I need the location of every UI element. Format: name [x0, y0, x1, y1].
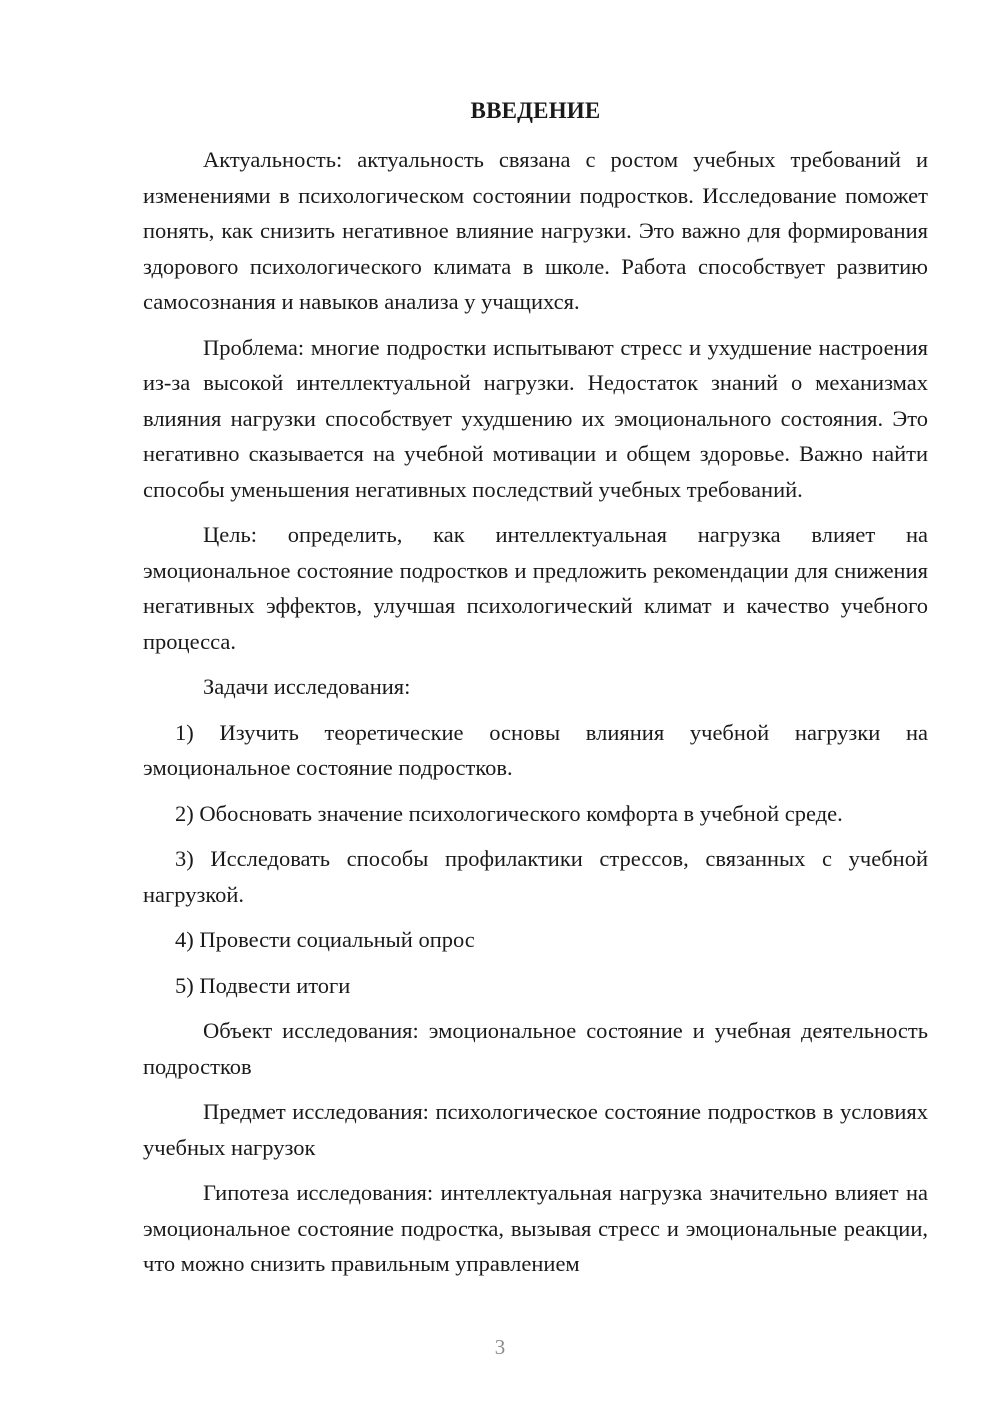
task-item-4: 4) Провести социальный опрос [175, 927, 475, 952]
goal-paragraph: Цель: определить, как интеллектуальная нагрузка влияет на эмоциональное состояние подростков и предложить рекомендации для снижения негативных эффектов, улучшая психологический климат и качество учебного процесса. [143, 522, 928, 654]
subject-paragraph: Предмет исследования: психологическое состояние подростков в условиях учебных нагрузок [143, 1099, 928, 1160]
task-item-1: 1) Изучить теоретические основы влияния учебной нагрузки на эмоциональное состояние подростков. [143, 719, 928, 780]
task-item-5: 5) Подвести итоги [175, 972, 351, 998]
hypothesis-paragraph: Гипотеза исследования: интеллектуальная нагрузка значительно влияет на эмоциональное состояние подростка, вызывая стресс и эмоциональные реакции, что можно снизить правильным управлением [143, 1180, 928, 1276]
problem-paragraph: Проблема: многие подростки испытывают стресс и ухудшение настроения из-за высокой интеллектуальной нагрузки. Недостаток знаний о механизмах влияния нагрузки способствует ухудшению их эмоционального состояния. Это негативно сказывается на учебной мотивации и общем здоровье. Важно найти способы уменьшения негативных последствий учебных требований. [143, 334, 928, 502]
task-item-2: 2) Обосновать значение психологического комфорта в учебной среде. [175, 800, 843, 826]
page-heading: ВВЕДЕНИЕ [470, 98, 601, 123]
object-paragraph: Объект исследования: эмоциональное состояние и учебная деятельность подростков [143, 1018, 928, 1079]
tasks-heading: Задачи исследования: [203, 674, 411, 699]
relevance-paragraph: Актуальность: актуальность связана с ростом учебных требований и изменениями в психологическом состоянии подростков. Исследование поможет понять, как снизить негативное влияние нагрузки. Это важно для формирования здорового психологического климата в школе. Работа способствует развитию самосознания и навыков анализа у учащихся. [143, 147, 928, 314]
task-item-3: 3) Исследовать способы профилактики стрессов, связанных с учебной нагрузкой. [143, 846, 928, 907]
page-number: 3 [494, 1335, 506, 1359]
document-page [143, 96, 928, 1292]
